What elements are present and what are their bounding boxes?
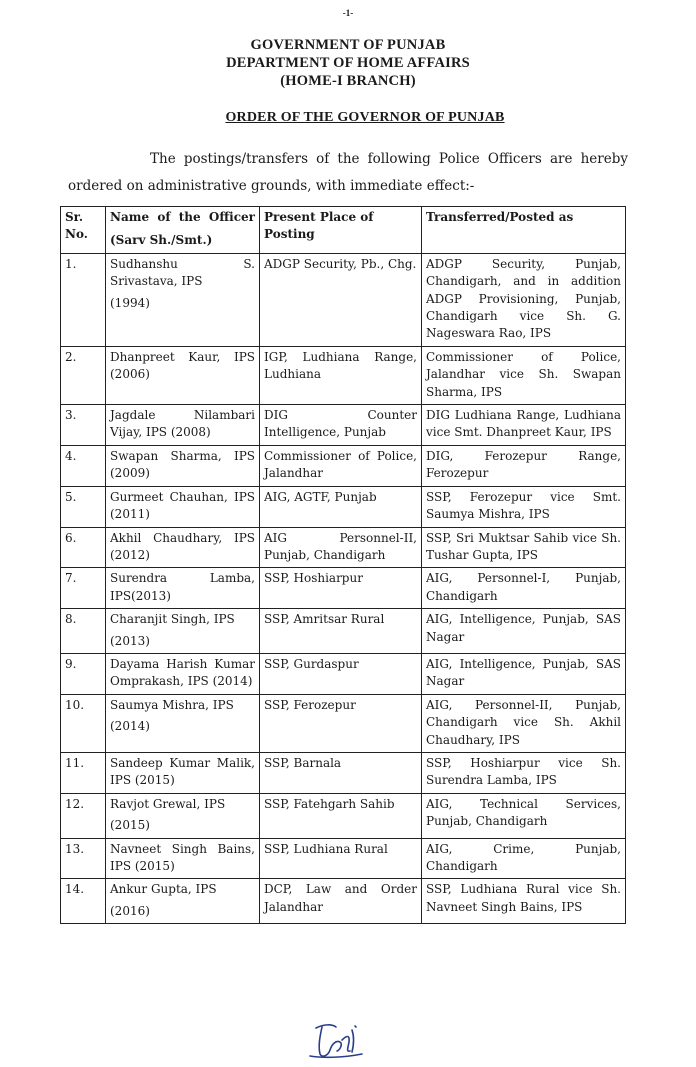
cell-sr-no: 13. [61,838,106,879]
cell-officer-name [106,694,260,752]
officer-name: Jagdale Nilambari Vijay, IPS (2008) [110,408,255,440]
header-branch: (HOME-I BRANCH) [280,73,416,89]
table-row [61,346,626,404]
cell-sr-no: 4. [61,445,106,486]
officer-batch-year: (2014) [110,719,150,734]
cell-officer-name [106,486,260,527]
cell-present-posting: IGP, Ludhiana Range, Ludhiana [260,346,422,404]
cell-transferred-posted: DIG, Ferozepur Range, Ferozepur [422,445,626,486]
postings-table [60,206,626,924]
cell-transferred-posted: SSP, Hoshiarpur vice Sh. Surendra Lamba, IPS [422,752,626,793]
cell-officer-name [106,653,260,694]
officer-name: Sandeep Kumar Malik, IPS (2015) [110,755,255,788]
table-body [61,253,626,923]
document-header [0,36,696,90]
cell-present-posting: SSP, Hoshiarpur [260,568,422,609]
order-title: ORDER OF THE GOVERNOR OF PUNJAB [225,110,505,125]
cell-present-posting: SSP, Fatehgarh Sahib [260,793,422,838]
cell-transferred-posted: SSP, Ludhiana Rural vice Sh. Navneet Singh Bains, IPS [422,879,626,924]
officer-name: Akhil Chaudhary, IPS (2012) [110,530,255,562]
officer-batch-year: (2016) [110,903,150,918]
officer-name: Dhanpreet Kaur, IPS (2006) [110,349,255,382]
table-header-row [61,207,626,254]
header-present-posting: Present Place of Posting [260,207,422,254]
cell-sr-no: 6. [61,527,106,568]
officer-batch-year: (2015) [110,818,150,833]
table-row [61,253,626,346]
table-row [61,609,626,654]
cell-sr-no: 10. [61,694,106,752]
table-row [61,405,626,446]
table-row [61,838,626,879]
cell-officer-name [106,568,260,609]
table-row [61,879,626,924]
signature [302,1018,372,1062]
cell-sr-no: 3. [61,405,106,446]
cell-present-posting: SSP, Ferozepur [260,694,422,752]
cell-present-posting: SSP, Ludhiana Rural [260,838,422,879]
cell-present-posting: DIG Counter Intelligence, Punjab [260,405,422,446]
officer-name: Swapan Sharma, IPS (2009) [110,448,255,481]
cell-transferred-posted: SSP, Sri Muktsar Sahib vice Sh. Tushar Gupta, IPS [422,527,626,568]
cell-sr-no: 5. [61,486,106,527]
cell-transferred-posted: AIG, Crime, Punjab, Chandigarh [422,838,626,879]
cell-present-posting: DCP, Law and Order Jalandhar [260,879,422,924]
cell-sr-no: 7. [61,568,106,609]
cell-present-posting: AIG Personnel-II, Punjab, Chandigarh [260,527,422,568]
table-row [61,793,626,838]
officer-batch-year: (1994) [110,295,150,310]
header-department: DEPARTMENT OF HOME AFFAIRS [226,55,470,71]
table-row [61,653,626,694]
cell-transferred-posted: AIG, Intelligence, Punjab, SAS Nagar [422,609,626,654]
officer-name: Saumya Mishra, IPS [110,697,234,712]
cell-transferred-posted: ADGP Security, Punjab, Chandigarh, and in addition ADGP Provisioning, Punjab, Chandigarh vice Sh. G. Nageswara Rao, IPS [422,253,626,346]
cell-transferred-posted: AIG, Personnel-I, Punjab, Chandigarh [422,568,626,609]
officer-name: Surendra Lamba, IPS(2013) [110,571,255,603]
page-number: -1- [342,8,354,18]
cell-transferred-posted: AIG, Intelligence, Punjab, SAS Nagar [422,653,626,694]
officer-name: Gurmeet Chauhan, IPS (2011) [110,489,255,522]
cell-officer-name [106,405,260,446]
officer-name: Navneet Singh Bains, IPS (2015) [110,841,255,873]
cell-officer-name [106,879,260,924]
cell-transferred-posted: DIG Ludhiana Range, Ludhiana vice Smt. Dhanpreet Kaur, IPS [422,405,626,446]
table-row [61,486,626,527]
cell-officer-name [106,793,260,838]
header-government: GOVERNMENT OF PUNJAB [250,37,446,53]
cell-sr-no: 1. [61,253,106,346]
cell-sr-no: 11. [61,752,106,793]
table-row [61,568,626,609]
officer-batch-year: (2013) [110,633,150,648]
officer-name: Ankur Gupta, IPS [110,882,217,897]
header-officer-name-label: Name of the Officer [110,210,255,224]
cell-officer-name [106,346,260,404]
cell-sr-no: 9. [61,653,106,694]
cell-transferred-posted: AIG, Personnel-II, Punjab, Chandigarh vice Sh. Akhil Chaudhary, IPS [422,694,626,752]
header-transferred: Transferred/Posted as [422,207,626,254]
cell-transferred-posted: AIG, Technical Services, Punjab, Chandigarh [422,793,626,838]
header-officer-name-sub: (Sarv Sh./Smt.) [110,233,213,248]
cell-present-posting: AIG, AGTF, Punjab [260,486,422,527]
cell-officer-name [106,752,260,793]
cell-present-posting: SSP, Amritsar Rural [260,609,422,654]
cell-sr-no: 2. [61,346,106,404]
cell-present-posting: SSP, Barnala [260,752,422,793]
header-officer-name [106,207,260,254]
cell-officer-name [106,253,260,346]
header-sr-no: Sr. No. [61,207,106,254]
officer-name: Dayama Harish Kumar Omprakash, IPS (2014) [110,656,255,689]
table-row [61,752,626,793]
cell-present-posting: Commissioner of Police, Jalandhar [260,445,422,486]
table-row [61,445,626,486]
cell-sr-no: 8. [61,609,106,654]
cell-sr-no: 12. [61,793,106,838]
table-row [61,527,626,568]
cell-officer-name [106,527,260,568]
cell-sr-no: 14. [61,879,106,924]
table-row [61,694,626,752]
cell-transferred-posted: Commissioner of Police, Jalandhar vice Sh. Swapan Sharma, IPS [422,346,626,404]
cell-transferred-posted: SSP, Ferozepur vice Smt. Saumya Mishra, IPS [422,486,626,527]
cell-officer-name [106,445,260,486]
cell-officer-name [106,838,260,879]
officer-name: Sudhanshu S. Srivastava, IPS [110,256,255,289]
officer-name: Charanjit Singh, IPS [110,612,235,627]
cell-present-posting: ADGP Security, Pb., Chg. [260,253,422,346]
officer-name: Ravjot Grewal, IPS [110,796,226,811]
cell-present-posting: SSP, Gurdaspur [260,653,422,694]
cell-officer-name [106,609,260,654]
intro-paragraph: The postings/transfers of the following Police Officers are hereby ordered on administrative grounds, with immediate effect:- [68,151,628,194]
